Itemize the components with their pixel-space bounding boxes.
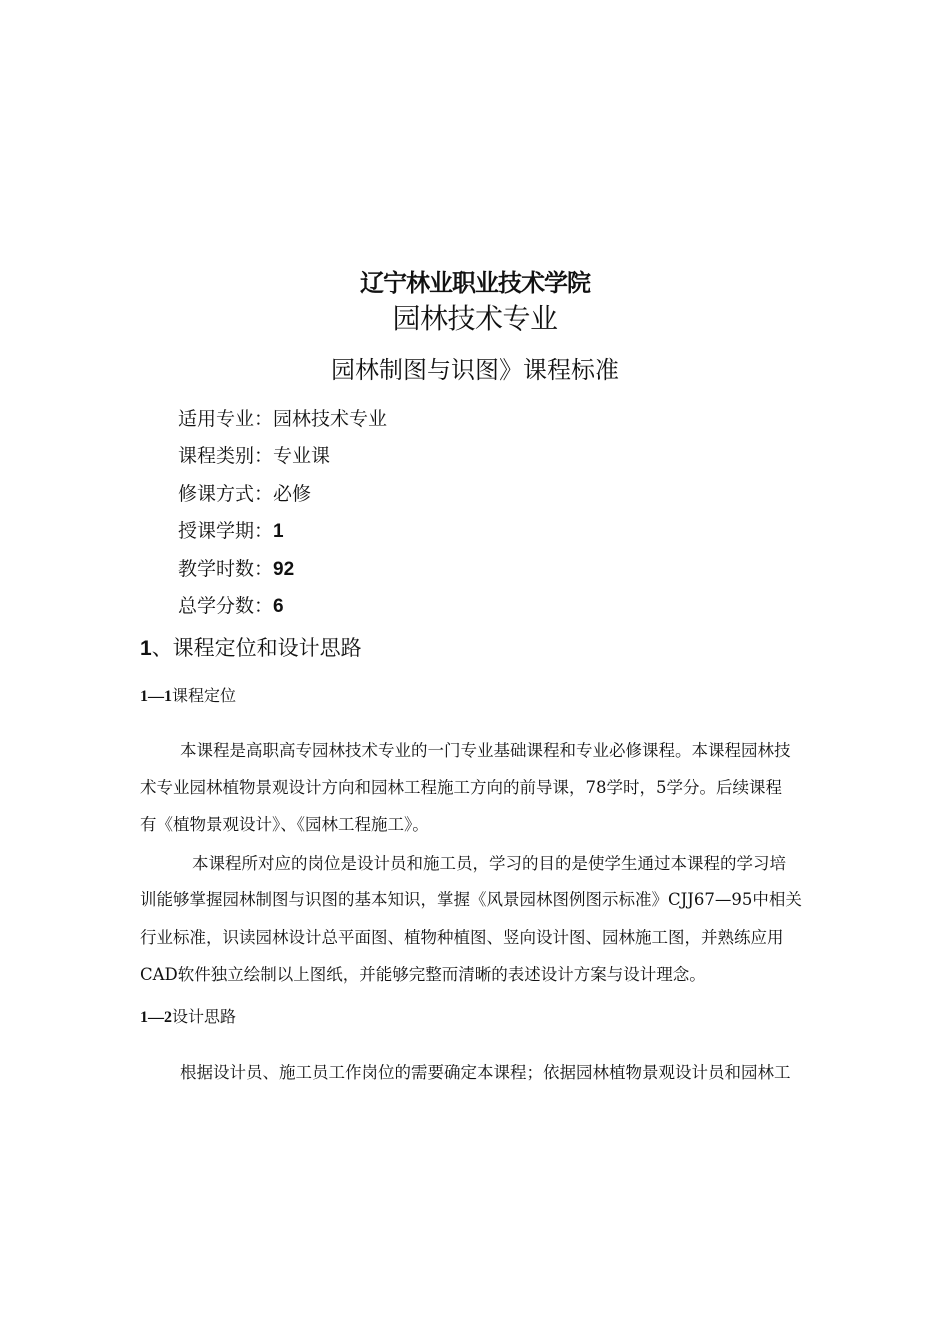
paragraph-line: 行业标准，识读园林设计总平面图、植物种植图、竖向设计图、园林施工图，并熟练应用: [140, 928, 784, 947]
meta-total-credits: [178, 591, 284, 618]
meta-value: 必修: [273, 483, 312, 505]
paragraph-line: 本课程所对应的岗位是设计员和施工员，学习的目的是使学生通过本课程的学习培: [192, 854, 786, 873]
meta-course-type: [178, 441, 330, 468]
paragraph-line: 本课程是高职高专园林技术专业的一门专业基础课程和专业必修课程。本课程园林技: [180, 741, 791, 760]
meta-study-mode: [178, 479, 311, 506]
subsection-heading-1-2: [140, 1004, 236, 1027]
school-name: 辽宁林业职业技术学院: [360, 269, 590, 297]
subsection-number: 1—1: [140, 688, 172, 705]
paragraph-line: 训能够掌握园林制图与识图的基本知识，掌握《风景园林图例图示标准》CJJ67—95中相关: [140, 890, 802, 909]
meta-value: 6: [273, 596, 284, 617]
meta-value: 1: [273, 521, 284, 542]
subsection-title: 课程定位: [172, 686, 237, 705]
meta-label: 课程类别：: [178, 445, 274, 467]
subsection-title: 设计思路: [172, 1007, 237, 1026]
meta-label: 修课方式：: [178, 483, 274, 505]
meta-value: 专业课: [273, 445, 331, 467]
meta-value: 园林技术专业: [273, 408, 388, 430]
paragraph-line: CAD软件独立绘制以上图纸，并能够完整而清晰的表述设计方案与设计理念。: [140, 965, 706, 984]
major-name: 园林技术专业: [392, 302, 558, 335]
paragraph-line: 根据设计员、施工员工作岗位的需要确定本课程；依据园林植物景观设计员和园林工: [180, 1063, 791, 1082]
meta-label: 总学分数：: [178, 595, 274, 617]
section-title: 、课程定位和设计思路: [151, 636, 362, 660]
meta-applicable-major: [178, 404, 387, 431]
meta-teaching-hours: [178, 554, 294, 581]
course-title: 园林制图与识图》课程标准: [331, 356, 619, 384]
meta-label: 适用专业：: [178, 408, 274, 430]
meta-label: 授课学期：: [178, 520, 274, 542]
paragraph-line: 术专业园林植物景观设计方向和园林工程施工方向的前导课，78学时，5学分。后续课程: [140, 778, 782, 797]
meta-label: 教学时数：: [178, 558, 274, 580]
subsection-number: 1—2: [140, 1009, 172, 1026]
meta-semester: [178, 516, 284, 543]
section-heading-1: [140, 632, 362, 662]
paragraph-line: 有《植物景观设计》、《园林工程施工》。: [140, 815, 429, 834]
section-number: 1: [140, 637, 152, 660]
meta-value: 92: [273, 559, 295, 580]
subsection-heading-1-1: [140, 683, 236, 706]
